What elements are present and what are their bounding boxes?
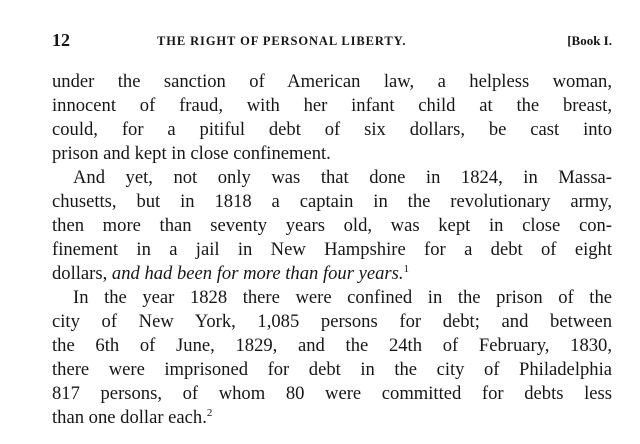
text-segment: than one dollar each.: [52, 407, 207, 428]
footnote-marker: 1: [403, 262, 410, 275]
text-line: And yet, not only was that done in 1824, in Massa-: [73, 167, 612, 188]
text-line: under the sanction of American law, a helpless woman,: [52, 71, 612, 92]
footnote-marker: 2: [206, 406, 213, 419]
text-line: could, for a pitiful debt of six dollars, be cast into: [52, 119, 612, 140]
text-line: prison and kept in close confinement.: [52, 143, 331, 164]
text-line: then more than seventy years old, was kept in close con-: [52, 215, 612, 236]
text-line: innocent of fraud, with her infant child at the breast,: [52, 95, 612, 116]
text-line: there were imprisoned for debt in the city of Philadelphia: [52, 359, 612, 380]
text-line: city of New York, 1,085 persons for debt; and between: [52, 311, 612, 332]
text-line: finement in a jail in New Hampshire for a debt of eight: [52, 239, 612, 260]
text-line: [52, 262, 612, 286]
text-line: In the year 1828 there were confined in the prison of the: [73, 287, 612, 308]
running-title: THE RIGHT OF PERSONAL LIBERTY.: [157, 34, 407, 48]
text-segment: dollars,: [52, 263, 112, 284]
page-number: 12: [52, 30, 70, 50]
italic-text: and had been for more than four years.: [111, 263, 404, 284]
page-header: [52, 30, 612, 56]
text-line: [52, 406, 612, 430]
text-line: chusetts, but in 1818 a captain in the revolutionary army,: [52, 191, 612, 212]
book-label: [Book I.: [567, 33, 612, 48]
text-line: 817 persons, of whom 80 were committed for debts less: [52, 383, 612, 404]
text-line: the 6th of June, 1829, and the 24th of February, 1830,: [52, 335, 612, 356]
